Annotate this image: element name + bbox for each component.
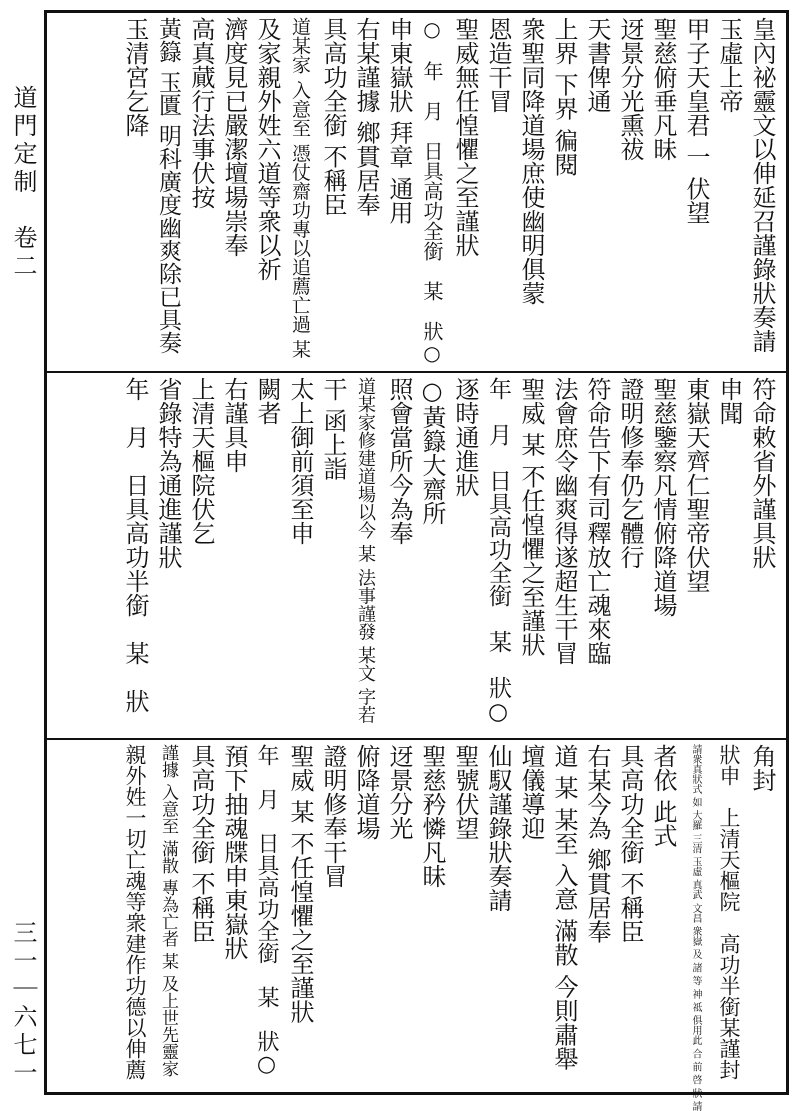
text-column: 預下抽魂牒申東嶽狀 <box>220 744 248 960</box>
text-column: 聖慈矜憐凡昧 <box>418 744 446 888</box>
text-column: 符命告下有司釋放亡魂來臨 <box>583 377 611 665</box>
text-column: 及家親外姓六道等衆以祈 <box>253 17 281 281</box>
text-column: 聖慈俯垂凡昧 <box>649 17 677 161</box>
text-column: 照會當所今為奉 <box>385 377 413 545</box>
text-column: 省錄特為通進謹狀 <box>154 377 182 569</box>
panel-bottom <box>47 740 786 1111</box>
text-column: 申東嶽狀 拜章 通用 <box>385 17 413 225</box>
text-column: 年 月 日具高功半銜 某 狀 <box>121 377 149 713</box>
text-column: 東嶽天齊仁聖帝伏望 <box>682 377 710 593</box>
text-column: 黃籙 玉匱 明科廣度幽爽除已具奏 <box>155 17 181 354</box>
text-column: 符命敕省外謹具狀 <box>748 377 776 569</box>
text-column: 右某謹據 鄉貫居奉 <box>352 17 380 217</box>
text-column: 壇儀導迎 <box>517 744 545 840</box>
text-column: 聖號伏望 <box>451 744 479 840</box>
text-column: 狀申 上清天樞院 高功半銜某謹封 <box>717 744 741 1080</box>
text-column: 者依 此式 <box>649 744 677 848</box>
text-column: 濟度見已嚴潔壇場崇奉 <box>220 17 248 257</box>
text-column: 證明修奉仍乞體行 <box>616 377 644 569</box>
panel-top-text <box>118 17 778 367</box>
text-column: 申聞 <box>715 377 743 425</box>
text-column: 右謹具申 <box>220 377 248 473</box>
text-column: 法會庶令幽爽得遂超生干冒 <box>550 377 578 665</box>
text-column: 右某今為 鄉貫居奉 <box>583 744 611 944</box>
text-column: 太上御前須至申 <box>286 377 314 545</box>
text-column: 具高功全銜 不稱臣 <box>187 744 215 944</box>
text-column: 俯降道場 <box>352 744 380 840</box>
text-column: 道某家修建道場以今 某 法事謹發 某文 字若 <box>355 377 376 724</box>
text-column: 玉清宮乞降 <box>121 17 149 137</box>
panel-middle-text <box>118 377 778 734</box>
text-column: 皇內祕靈文以伸延召謹錄狀奏請 <box>748 17 776 353</box>
text-column: 聖威 某 不任惶懼之至謹狀 <box>286 744 314 1024</box>
text-column: 仙馭謹錄狀奏請 <box>484 744 512 912</box>
text-column: 迓景分光熏祓 <box>616 17 644 161</box>
text-column: 角封 <box>748 744 776 792</box>
text-column: 聖威 某 不任惶懼之至謹狀 <box>517 377 545 657</box>
text-column: 具高功全銜 不稱臣 <box>616 744 644 944</box>
text-column: 證明修奉干冒 <box>319 744 347 888</box>
text-column: 請衆真狀式 如 大羅 三清 玉虛 真武 文昌 衆嶽 及 諸 等 神 祗 俱用此 合 前 啓 狀 請 <box>690 744 701 1111</box>
text-column: 迓景分光 <box>385 744 413 840</box>
text-column: ○ 年 月 日具高功全銜 某 狀○ <box>420 17 444 365</box>
text-column: 上清天樞院伏乞 <box>187 377 215 545</box>
text-column: 恩造干冒 <box>484 17 512 113</box>
text-column: 年 月 日具高功全銜 某 狀○ <box>485 377 511 725</box>
text-column: 干 函上詣 <box>319 377 347 481</box>
text-column: 道某家 入意至 憑仗齋功專以追薦亡過 某 <box>289 17 311 359</box>
panel-bottom-text <box>118 744 778 1111</box>
text-column: 上界 下界 徧閱 <box>550 17 578 177</box>
page-frame <box>44 10 789 1111</box>
running-title: 道門定制 卷二 <box>9 85 37 281</box>
text-column: 聖慈鑒察凡情俯降道場 <box>649 377 677 617</box>
text-column: 具高功全銜 不稱臣 <box>319 17 347 217</box>
panel-middle <box>47 373 786 738</box>
text-column: ○黃籙大齋所 <box>418 377 446 525</box>
text-column: 玉虛上帝 <box>715 17 743 113</box>
text-column: 天書俾通 <box>583 17 611 113</box>
text-column: 聖威無任惶懼之至謹狀 <box>451 17 479 257</box>
page-number: 三一｜六七一 <box>9 920 37 1088</box>
text-column: 甲子天皇君 一 伏望 <box>682 17 710 225</box>
text-column: 高真蕆行法事伏按 <box>187 17 215 209</box>
text-column: 逐時通進狀 <box>451 377 479 497</box>
text-column: 衆聖同降道場庶使幽明俱蒙 <box>517 17 545 305</box>
panel-top <box>47 13 786 371</box>
text-column: 親外姓一切亡魂等衆建作功德以伸薦 <box>123 744 147 1080</box>
text-column: 道 某 某至 入意 滿散 今則肅舉 <box>550 744 578 1071</box>
text-column: 闕者 <box>253 377 281 425</box>
text-column: 年 月 日具高功全銜 某 狀○ <box>254 744 279 1077</box>
text-column: 謹據 入意至 滿散 專為亡者 某 及上世先靈家 <box>158 744 178 1078</box>
